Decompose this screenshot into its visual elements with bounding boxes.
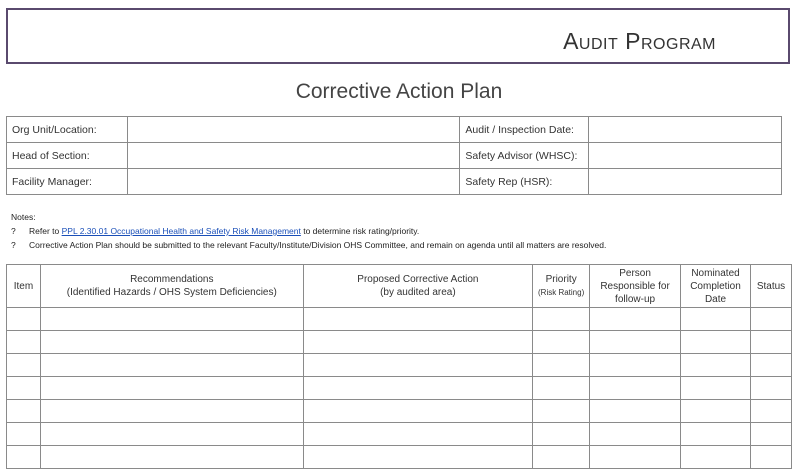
notes-heading: Notes: bbox=[11, 212, 36, 222]
table-cell[interactable] bbox=[750, 308, 791, 331]
col-person-line2: Responsible for bbox=[600, 280, 670, 292]
note-text: to determine risk rating/priority. bbox=[300, 226, 420, 236]
table-cell[interactable] bbox=[303, 308, 533, 331]
table-cell[interactable] bbox=[40, 331, 303, 354]
table-cell[interactable] bbox=[7, 400, 41, 423]
head-of-section-field[interactable] bbox=[127, 143, 459, 169]
table-row bbox=[7, 423, 792, 446]
table-cell[interactable] bbox=[40, 354, 303, 377]
table-cell[interactable] bbox=[7, 308, 41, 331]
audit-date-field[interactable] bbox=[589, 117, 782, 143]
org-unit-field[interactable] bbox=[127, 117, 459, 143]
col-proposed-subtitle: (by audited area) bbox=[380, 287, 456, 298]
col-nominated-line2: Completion bbox=[690, 280, 741, 292]
table-cell[interactable] bbox=[590, 308, 681, 331]
table-cell[interactable] bbox=[750, 423, 791, 446]
col-nominated-line3: Date bbox=[704, 293, 727, 305]
document-title: Corrective Action Plan bbox=[295, 80, 503, 103]
info-row bbox=[7, 117, 782, 143]
table-cell[interactable] bbox=[590, 423, 681, 446]
table-cell[interactable] bbox=[590, 331, 681, 354]
table-cell[interactable] bbox=[681, 308, 751, 331]
facility-manager-label: Facility Manager: bbox=[7, 169, 128, 195]
table-row bbox=[7, 377, 792, 400]
table-cell[interactable] bbox=[303, 331, 533, 354]
table-cell[interactable] bbox=[681, 377, 751, 400]
table-cell[interactable] bbox=[590, 354, 681, 377]
table-cell[interactable] bbox=[7, 446, 41, 469]
safety-advisor-label: Safety Advisor (WHSC): bbox=[460, 143, 589, 169]
table-cell[interactable] bbox=[7, 331, 41, 354]
table-cell[interactable] bbox=[40, 423, 303, 446]
table-cell[interactable] bbox=[750, 377, 791, 400]
table-cell[interactable] bbox=[533, 331, 590, 354]
table-cell[interactable] bbox=[40, 377, 303, 400]
table-cell[interactable] bbox=[303, 400, 533, 423]
info-row bbox=[7, 169, 782, 195]
table-cell[interactable] bbox=[303, 354, 533, 377]
corrective-action-table bbox=[6, 264, 792, 469]
note-bullet: ? bbox=[11, 240, 16, 250]
table-cell[interactable] bbox=[40, 446, 303, 469]
col-person-responsible bbox=[590, 265, 681, 308]
table-cell[interactable] bbox=[7, 377, 41, 400]
table-cell[interactable] bbox=[750, 354, 791, 377]
table-cell[interactable] bbox=[533, 446, 590, 469]
table-row bbox=[7, 446, 792, 469]
table-cell[interactable] bbox=[681, 446, 751, 469]
table-cell[interactable] bbox=[590, 400, 681, 423]
notes-section bbox=[11, 210, 606, 252]
table-cell[interactable] bbox=[590, 446, 681, 469]
col-nominated-line1: Nominated bbox=[691, 267, 740, 279]
info-row bbox=[7, 143, 782, 169]
table-cell[interactable] bbox=[303, 423, 533, 446]
table-header-row bbox=[7, 265, 792, 308]
table-cell[interactable] bbox=[533, 354, 590, 377]
program-title: Audit Program bbox=[563, 28, 716, 54]
safety-advisor-field[interactable] bbox=[589, 143, 782, 169]
col-completion-date bbox=[681, 265, 751, 308]
table-row bbox=[7, 354, 792, 377]
policy-link[interactable]: PPL 2.30.01 Occupational Health and Safety Risk Management bbox=[61, 226, 301, 236]
head-of-section-label: Head of Section: bbox=[7, 143, 128, 169]
col-recommendations-title: Recommendations bbox=[130, 274, 214, 285]
col-priority-subtitle: (Risk Rating) bbox=[538, 288, 585, 297]
table-cell[interactable] bbox=[750, 400, 791, 423]
table-cell[interactable] bbox=[590, 377, 681, 400]
table-row bbox=[7, 400, 792, 423]
table-cell[interactable] bbox=[533, 377, 590, 400]
safety-rep-label: Safety Rep (HSR): bbox=[460, 169, 589, 195]
col-status: Status bbox=[750, 265, 791, 308]
table-cell[interactable] bbox=[303, 377, 533, 400]
table-cell[interactable] bbox=[533, 423, 590, 446]
col-recommendations bbox=[40, 265, 303, 308]
note-item bbox=[11, 238, 606, 252]
table-cell[interactable] bbox=[681, 423, 751, 446]
table-cell[interactable] bbox=[750, 331, 791, 354]
col-recommendations-subtitle: (Identified Hazards / OHS System Deficiencies) bbox=[66, 287, 277, 298]
table-row bbox=[7, 331, 792, 354]
col-priority bbox=[533, 265, 590, 308]
table-cell[interactable] bbox=[681, 331, 751, 354]
col-proposed-action bbox=[303, 265, 533, 308]
table-cell[interactable] bbox=[681, 354, 751, 377]
table-cell[interactable] bbox=[7, 354, 41, 377]
table-cell[interactable] bbox=[40, 308, 303, 331]
table-cell[interactable] bbox=[7, 423, 41, 446]
note-text: Corrective Action Plan should be submitted to the relevant Faculty/Institute/Division OHS Committee, and remain on agenda until all matters are resolved. bbox=[29, 240, 607, 250]
safety-rep-field[interactable] bbox=[589, 169, 782, 195]
col-item: Item bbox=[7, 265, 41, 308]
table-cell[interactable] bbox=[40, 400, 303, 423]
note-text: Refer to bbox=[29, 226, 62, 236]
table-cell[interactable] bbox=[533, 400, 590, 423]
note-bullet: ? bbox=[11, 226, 16, 236]
info-table bbox=[6, 116, 782, 195]
col-person-line1: Person bbox=[619, 267, 651, 279]
table-cell[interactable] bbox=[533, 308, 590, 331]
table-cell[interactable] bbox=[303, 446, 533, 469]
col-proposed-title: Proposed Corrective Action bbox=[357, 274, 479, 285]
facility-manager-field[interactable] bbox=[127, 169, 459, 195]
header-banner bbox=[6, 8, 790, 64]
table-row bbox=[7, 308, 792, 331]
col-person-line3: follow-up bbox=[615, 293, 656, 305]
note-item bbox=[11, 224, 606, 238]
table-cell[interactable] bbox=[750, 446, 791, 469]
org-unit-label: Org Unit/Location: bbox=[7, 117, 128, 143]
table-cell[interactable] bbox=[681, 400, 751, 423]
col-priority-title: Priority bbox=[545, 274, 577, 285]
audit-date-label: Audit / Inspection Date: bbox=[460, 117, 589, 143]
